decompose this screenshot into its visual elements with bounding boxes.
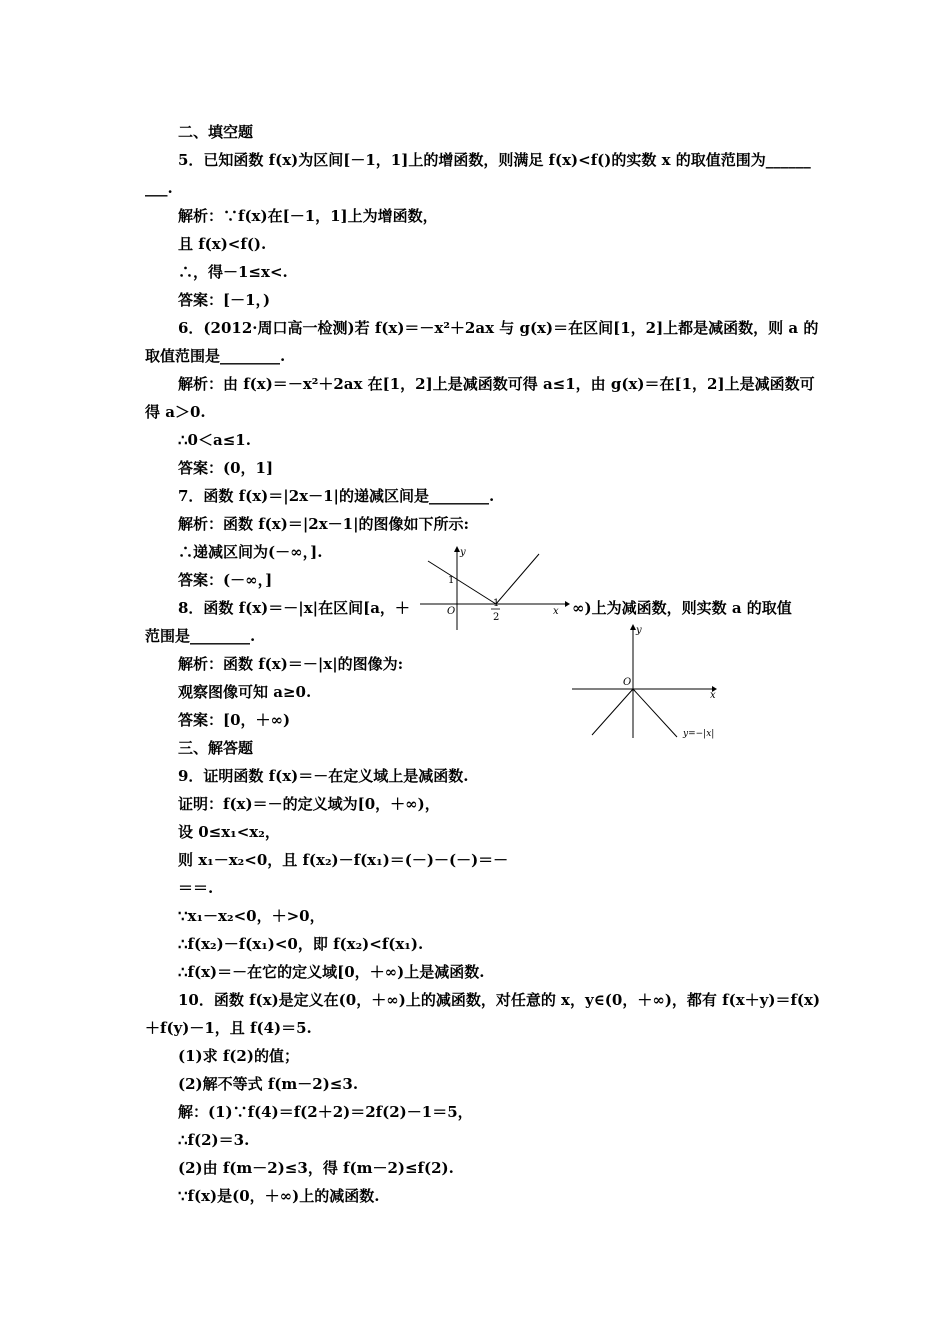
q6-solution-1: 解析：由 f(x)＝－x²＋2ax 在[1，2]上是减函数可得 a≤1，由 g(x)＝在[1，2]上是减函数可 [178, 375, 815, 393]
q7-solution-2: ∴递减区间为(－∞，]. [178, 543, 323, 561]
q10-solution-4: ∵f(x)是(0，＋∞)上的减函数. [178, 1187, 380, 1205]
q9-line1: 9．证明函数 f(x)＝－在定义域上是减函数. [178, 767, 469, 785]
graph2-x-label: x [710, 690, 716, 701]
q8-line2: 范围是________. [145, 627, 256, 645]
graph1-y-label: y [460, 547, 466, 558]
q6-line1: 6．(2012·周口高一检测)若 f(x)＝－x²＋2ax 与 g(x)＝在区间[1，2]上都是减函数，则 a 的 [178, 319, 819, 337]
q5-solution-2: 且 f(x)<f(). [178, 235, 267, 253]
q9-proof-2: 设 0≤x₁<x₂， [178, 823, 280, 841]
q9-proof-5: ∵x₁－x₂<0，＋>0， [178, 907, 325, 925]
q6-solution-2: 得 a＞0. [145, 403, 206, 421]
q9-proof-3: 则 x₁－x₂<0，且 f(x₂)－f(x₁)＝(－)－(－)＝－ [178, 851, 509, 869]
q10-part2: (2)解不等式 f(m－2)≤3. [178, 1075, 359, 1093]
q6-answer: 答案：(0，1] [178, 459, 274, 477]
q5-solution-1: 解析：∵f(x)在[－1，1]上为增函数， [178, 207, 438, 225]
q10-solution-1: 解：(1)∵f(4)＝f(2＋2)＝2f(2)－1＝5， [178, 1103, 473, 1121]
graph1-x-arrow [565, 601, 570, 607]
graph1-intercept-label: 1 [448, 575, 455, 586]
section-title-solve: 三、解答题 [178, 739, 254, 757]
q10-line2: ＋f(y)－1，且 f(4)＝5. [145, 1019, 312, 1037]
q8-answer: 答案：[0，＋∞) [178, 711, 291, 729]
graph1-origin-label: O [447, 606, 456, 617]
q7-solution-1: 解析：函数 f(x)＝|2x－1|的图像如下所示: [178, 515, 470, 533]
q7-line1: 7．函数 f(x)＝|2x－1|的递减区间是________. [178, 487, 495, 505]
q9-proof-4: ＝＝. [178, 879, 214, 897]
q8-line1-left: 8．函数 f(x)＝－|x|在区间[a，＋ [178, 599, 410, 617]
graph-neg-abs-x [572, 620, 722, 740]
q5-line2: ___. [145, 179, 173, 197]
q8-solution-1: 解析：函数 f(x)＝－|x|的图像为: [178, 655, 404, 673]
q8-solution-2: 观察图像可知 a≥0. [178, 683, 312, 701]
q5-line1: 5．已知函数 f(x)为区间[－1，1]上的增函数，则满足 f(x)<f()的实数 x 的取值范围为______ [178, 151, 811, 169]
graph1-half-num: 1 [493, 598, 500, 609]
graph2-curve-label: y=−|x| [683, 729, 715, 739]
q6-line2: 取值范围是________. [145, 347, 286, 365]
q5-solution-3: ∴，得－1≤x<. [178, 263, 288, 281]
graph-abs-2x-minus-1 [420, 542, 570, 630]
graph2-left-branch [592, 689, 633, 735]
q10-solution-3: (2)由 f(m－2)≤3，得 f(m－2)≤f(2). [178, 1159, 454, 1177]
graph1-left-branch [428, 561, 496, 604]
graph2-right-branch [633, 689, 677, 737]
graph1-right-branch [496, 554, 539, 604]
graph2-y-label: y [636, 625, 642, 636]
section-title-fill: 二、填空题 [178, 123, 254, 141]
q9-proof-1: 证明：f(x)＝－的定义域为[0，＋∞)， [178, 795, 440, 813]
q5-answer: 答案：[－1，) [178, 291, 271, 309]
q9-proof-7: ∴f(x)＝－在它的定义域[0，＋∞)上是减函数. [178, 963, 485, 981]
q10-solution-2: ∴f(2)＝3. [178, 1131, 250, 1149]
graph1-x-label: x [553, 606, 559, 617]
q6-solution-3: ∴0＜a≤1. [178, 431, 251, 449]
q8-line1-right: ∞)上为减函数，则实数 a 的取值 [572, 599, 792, 617]
graph1-half-den: 2 [493, 612, 500, 623]
graph2-origin-label: O [623, 677, 632, 688]
q9-proof-6: ∴f(x₂)－f(x₁)<0，即 f(x₂)<f(x₁). [178, 935, 424, 953]
q10-part1: (1)求 f(2)的值； [178, 1047, 299, 1065]
q10-line1: 10．函数 f(x)是定义在(0，＋∞)上的减函数，对任意的 x，y∈(0，＋∞)，都有 f(x＋y)＝f(x) [178, 991, 821, 1009]
q7-answer: 答案：(－∞，] [178, 571, 273, 589]
